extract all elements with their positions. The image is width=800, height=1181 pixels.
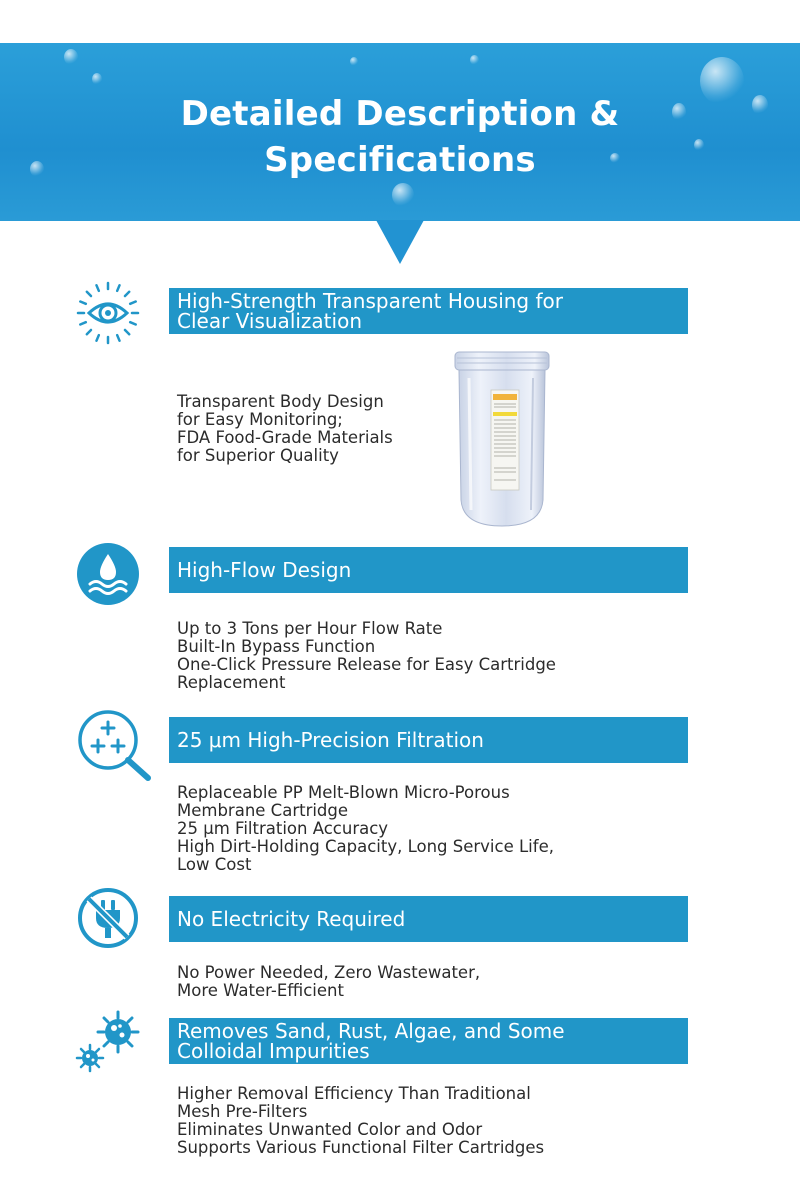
description-line: One-Click Pressure Release for Easy Cartridge (177, 655, 556, 674)
page-title-line: Specifications (264, 140, 536, 180)
section-title-filtration (169, 717, 688, 763)
description-line: Higher Removal Efficiency Than Traditional (177, 1084, 531, 1103)
description-line: Transparent Body Design (177, 392, 384, 411)
section-title-removes-impurities (169, 1018, 688, 1064)
description-line: No Power Needed, Zero Wastewater, (177, 963, 481, 982)
description-line: Low Cost (177, 855, 252, 874)
germ-icon (72, 1008, 144, 1076)
water-drop-decoration (92, 73, 102, 85)
water-drop-decoration (470, 55, 479, 65)
description-line: Mesh Pre-Filters (177, 1102, 308, 1121)
description-line: for Superior Quality (177, 446, 339, 465)
description-line: for Easy Monitoring; (177, 410, 343, 429)
section-title-transparent-housing (169, 288, 688, 334)
section-title-line: High-Strength Transparent Housing for (177, 289, 563, 313)
section-title-no-electricity (169, 896, 688, 942)
section-description-no-electricity (177, 964, 480, 1000)
description-line: Replacement (177, 673, 286, 692)
section-description-high-flow (177, 620, 556, 692)
description-line: Supports Various Functional Filter Cartridges (177, 1138, 545, 1157)
eye-icon (75, 280, 141, 346)
water-drop-decoration (350, 57, 358, 66)
section-description-transparent-housing (177, 393, 393, 465)
description-line: Built-In Bypass Function (177, 637, 376, 656)
water-drop-decoration (64, 49, 78, 65)
section-title-line: Colloidal Impurities (177, 1039, 370, 1063)
description-line: High Dirt-Holding Capacity, Long Service Life, (177, 837, 554, 856)
description-line: Replaceable PP Melt-Blown Micro-Porous (177, 783, 510, 802)
magnifier-icon (76, 708, 154, 782)
description-line: Up to 3 Tons per Hour Flow Rate (177, 619, 443, 638)
header-banner (0, 43, 800, 221)
section-description-removes-impurities (177, 1085, 544, 1157)
section-title-line: High-Flow Design (177, 558, 352, 582)
section-description-filtration (177, 784, 554, 874)
section-title-line: 25 μm High-Precision Filtration (177, 728, 484, 752)
page-title-line: Detailed Description & (180, 94, 620, 134)
description-line: More Water-Efficient (177, 981, 344, 1000)
water-drop-icon (76, 542, 140, 606)
section-title-line: Removes Sand, Rust, Algae, and Some (177, 1019, 565, 1043)
description-line: FDA Food-Grade Materials (177, 428, 393, 447)
section-title-line: No Electricity Required (177, 907, 406, 931)
banner-pointer (376, 220, 424, 264)
section-title-high-flow (169, 547, 688, 593)
filter-housing-image (447, 350, 557, 530)
page-title (0, 91, 800, 183)
description-line: 25 μm Filtration Accuracy (177, 819, 389, 838)
description-line: Eliminates Unwanted Color and Odor (177, 1120, 483, 1139)
no-plug-icon (76, 886, 140, 950)
section-title-line: Clear Visualization (177, 309, 362, 333)
description-line: Membrane Cartridge (177, 801, 349, 820)
water-drop-decoration (392, 183, 414, 207)
